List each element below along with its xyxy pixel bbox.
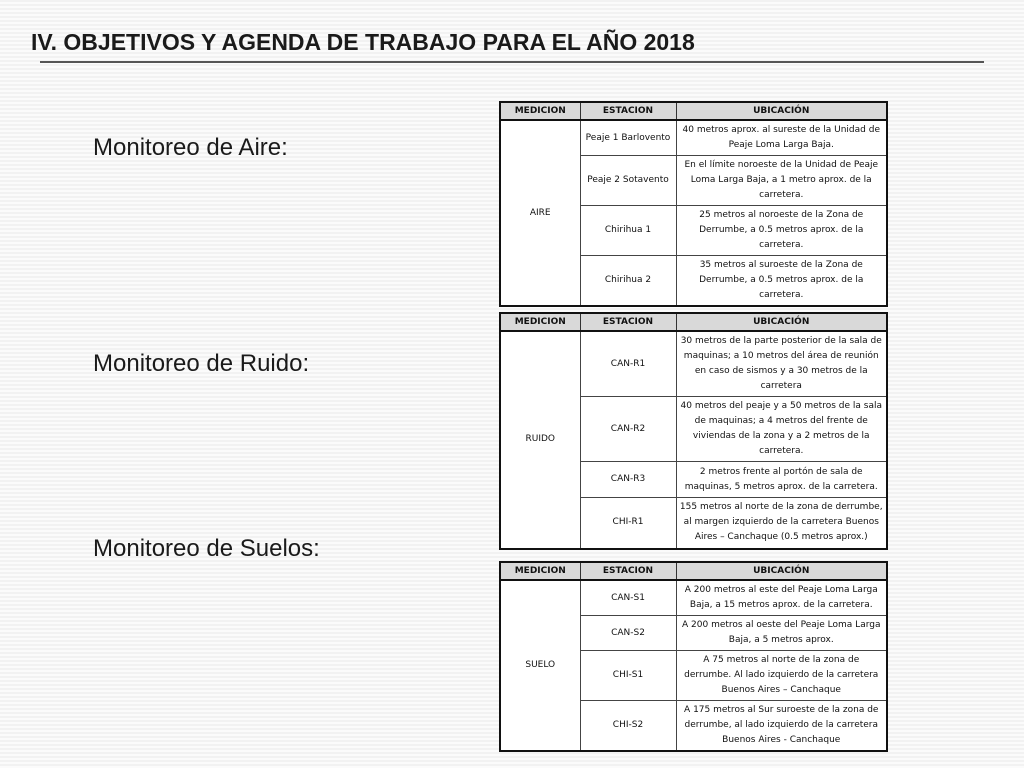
ubicacion-cell: 25 metros al noroeste de la Zona de Derrumbe, a 0.5 metros aprox. de la carretera. — [676, 206, 887, 256]
estacion-cell: Peaje 1 Barlovento — [580, 120, 676, 156]
page-title: IV. OBJETIVOS Y AGENDA DE TRABAJO PARA EL AÑO 2018 — [31, 29, 695, 55]
header-ubicacion: UBICACIÓN — [676, 102, 887, 120]
ubicacion-cell: 40 metros aprox. al sureste de la Unidad de Peaje Loma Larga Baja. — [676, 120, 887, 156]
title-divider — [40, 61, 984, 63]
ubicacion-cell: En el límite noroeste de la Unidad de Peaje Loma Larga Baja, a 1 metro aprox. de la carretera. — [676, 156, 887, 206]
header-estacion: ESTACION — [580, 562, 676, 580]
medicion-cell: RUIDO — [500, 331, 580, 549]
estacion-cell: CAN-R2 — [580, 397, 676, 462]
table-header-row — [500, 562, 887, 580]
header-estacion: ESTACION — [580, 313, 676, 331]
header-ubicacion: UBICACIÓN — [676, 562, 887, 580]
header-medicion: MEDICION — [500, 102, 580, 120]
table-ruido — [499, 312, 888, 550]
header-estacion: ESTACION — [580, 102, 676, 120]
ubicacion-cell: 30 metros de la parte posterior de la sala de maquinas; a 10 metros del área de reunión en caso de sismos y a 30 metros de la carretera — [676, 331, 887, 397]
estacion-cell: CHI-S1 — [580, 651, 676, 701]
estacion-cell: Chirihua 1 — [580, 206, 676, 256]
estacion-cell: CHI-R1 — [580, 498, 676, 549]
section-label-suelos: Monitoreo de Suelos: — [93, 535, 320, 562]
table-row — [500, 120, 887, 156]
estacion-cell: CAN-R3 — [580, 462, 676, 498]
ubicacion-cell: 155 metros al norte de la zona de derrumbe, al margen izquierdo de la carretera Buenos Aires – Canchaque (0.5 metros aprox.) — [676, 498, 887, 549]
estacion-cell: CAN-S2 — [580, 616, 676, 651]
ubicacion-cell: 35 metros al suroeste de la Zona de Derrumbe, a 0.5 metros aprox. de la carretera. — [676, 256, 887, 307]
ubicacion-cell: 40 metros del peaje y a 50 metros de la sala de maquinas; a 4 metros del frente de viviendas de la zona y a 2 metros de la carretera. — [676, 397, 887, 462]
table-header-row — [500, 313, 887, 331]
table-row — [500, 580, 887, 616]
estacion-cell: CHI-S2 — [580, 701, 676, 752]
estacion-cell: Peaje 2 Sotavento — [580, 156, 676, 206]
medicion-cell: AIRE — [500, 120, 580, 306]
table-header-row — [500, 102, 887, 120]
table-suelo — [499, 561, 888, 752]
header-ubicacion: UBICACIÓN — [676, 313, 887, 331]
header-medicion: MEDICION — [500, 562, 580, 580]
header-medicion: MEDICION — [500, 313, 580, 331]
ubicacion-cell: A 200 metros al oeste del Peaje Loma Larga Baja, a 5 metros aprox. — [676, 616, 887, 651]
estacion-cell: Chirihua 2 — [580, 256, 676, 307]
table-aire — [499, 101, 888, 307]
section-label-aire: Monitoreo de Aire: — [93, 134, 288, 161]
estacion-cell: CAN-R1 — [580, 331, 676, 397]
section-label-ruido: Monitoreo de Ruido: — [93, 350, 310, 377]
ubicacion-cell: A 75 metros al norte de la zona de derrumbe. Al lado izquierdo de la carretera Buenos Aires – Canchaque — [676, 651, 887, 701]
table-row — [500, 331, 887, 397]
ubicacion-cell: A 200 metros al este del Peaje Loma Larga Baja, a 15 metros aprox. de la carretera. — [676, 580, 887, 616]
estacion-cell: CAN-S1 — [580, 580, 676, 616]
medicion-cell: SUELO — [500, 580, 580, 751]
ubicacion-cell: 2 metros frente al portón de sala de maquinas, 5 metros aprox. de la carretera. — [676, 462, 887, 498]
ubicacion-cell: A 175 metros al Sur suroeste de la zona de derrumbe, al lado izquierdo de la carretera Buenos Aires - Canchaque — [676, 701, 887, 752]
